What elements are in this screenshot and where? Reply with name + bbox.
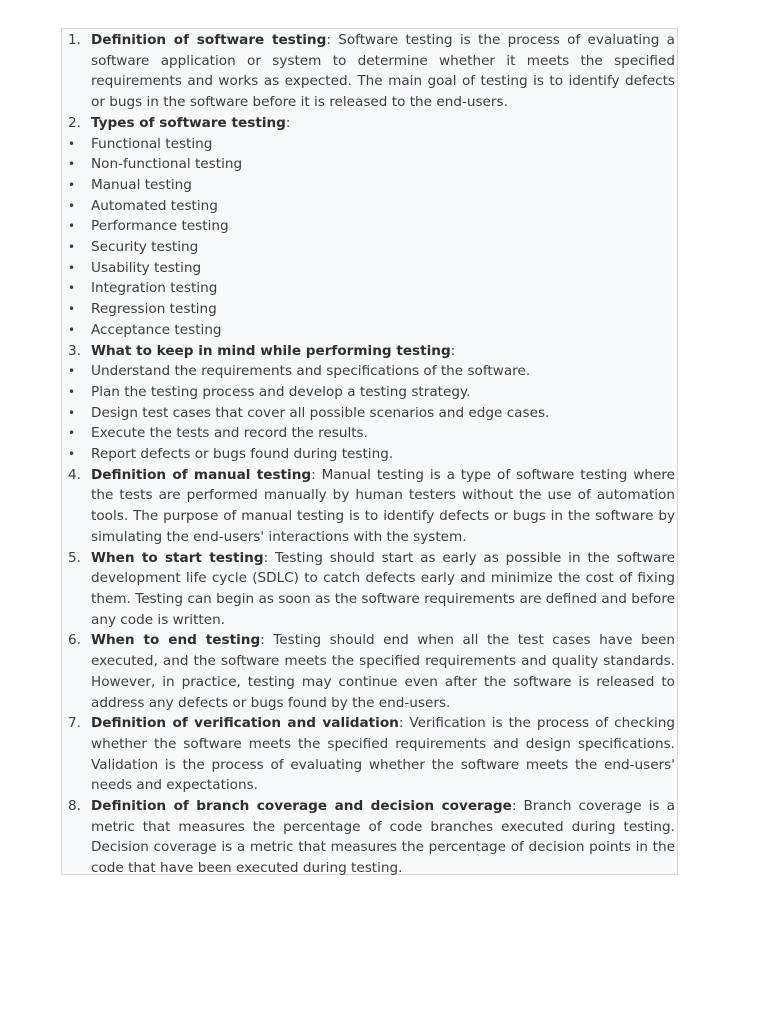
item-text: Regression testing — [91, 301, 217, 318]
bullet-marker: • — [68, 260, 76, 275]
bullet-marker: • — [68, 177, 76, 192]
bullet-marker: • — [68, 384, 76, 399]
list-number: 4. — [68, 466, 81, 483]
numbered-item — [62, 341, 677, 362]
item-text: Plan the testing process and develop a testing strategy. — [91, 383, 471, 400]
item-text: Automated testing — [91, 197, 218, 214]
item-text: Non-functional testing — [91, 156, 243, 173]
item-text: Understand the requirements and specifications of the software. — [91, 363, 531, 380]
item-text: Manual testing — [91, 176, 192, 193]
bullet-item — [62, 278, 677, 299]
bullet-marker: • — [68, 322, 76, 337]
item-heading: Definition of branch coverage and decision coverage — [91, 798, 512, 815]
item-heading: Definition of manual testing — [91, 466, 312, 483]
bullet-item — [62, 134, 677, 155]
item-text: Report defects or bugs found during testing. — [91, 446, 394, 463]
list-number: 3. — [68, 342, 81, 359]
list-number: 8. — [68, 798, 81, 815]
bullet-marker: • — [68, 219, 76, 234]
bullet-marker: • — [68, 405, 76, 420]
bullet-marker: • — [68, 157, 76, 172]
numbered-item — [62, 796, 677, 879]
item-text: Performance testing — [91, 218, 229, 235]
numbered-item — [62, 465, 677, 548]
item-heading: When to start testing — [91, 549, 264, 566]
bullet-item — [62, 237, 677, 258]
item-text: Security testing — [91, 239, 199, 256]
item-heading: What to keep in mind while performing testing — [91, 342, 451, 359]
bullet-marker: • — [68, 198, 76, 213]
item-text: : Verification is the process of checking whether the software meets the specified requirements and design specifications. Validation is the process of evaluating whether the software meets the end-users' needs and expectations. — [91, 715, 675, 794]
item-text: Usability testing — [91, 259, 202, 276]
item-text: : — [285, 114, 291, 131]
item-text: : Manual testing is a type of software testing where the tests are performed manually by human testers without the use of automation tools. The purpose of manual testing is to identify defects or bugs in the software by simulating the end-users' interactions with the system. — [91, 466, 675, 545]
bullet-item — [62, 196, 677, 217]
bullet-item — [62, 175, 677, 196]
item-text: Functional testing — [91, 135, 213, 152]
bullet-item — [62, 423, 677, 444]
item-text: Design test cases that cover all possible scenarios and edge cases. — [91, 404, 550, 421]
bullet-item — [62, 444, 677, 465]
bullet-item — [62, 382, 677, 403]
bullet-item — [62, 216, 677, 237]
bullet-marker: • — [68, 447, 76, 462]
numbered-item — [62, 630, 677, 713]
item-text: Acceptance testing — [91, 321, 222, 338]
item-heading: When to end testing — [91, 632, 261, 649]
item-text: Execute the tests and record the results. — [91, 425, 368, 442]
item-text: : — [450, 342, 456, 359]
bullet-marker: • — [68, 136, 76, 151]
bullet-marker: • — [68, 281, 76, 296]
numbered-item — [62, 113, 677, 134]
list-number: 1. — [68, 32, 81, 48]
bullet-marker: • — [68, 364, 76, 379]
list-number: 7. — [68, 715, 81, 732]
bullet-item — [62, 361, 677, 382]
list-number: 5. — [68, 549, 81, 566]
bullet-marker: • — [68, 302, 76, 317]
item-heading: Definition of software testing — [91, 32, 327, 48]
bullet-marker: • — [68, 426, 76, 441]
item-text: : Branch coverage is a metric that measures the percentage of code branches executed during testing. Decision coverage is a metric that measures the percentage of decision points in the code that have been executed during testing. — [91, 798, 675, 877]
document-panel — [61, 28, 678, 875]
item-text: Integration testing — [91, 280, 218, 297]
bullet-item — [62, 320, 677, 341]
list-number: 6. — [68, 632, 81, 649]
document-content — [62, 29, 677, 879]
numbered-item — [62, 30, 677, 113]
item-text: : Testing should start as early as possible in the software development life cycle (SDLC) to catch defects early and minimize the cost of fixing them. Testing can begin as soon as the software requirements are defined and before any code is written. — [91, 549, 675, 628]
bullet-item — [62, 258, 677, 279]
bullet-item — [62, 299, 677, 320]
list-number: 2. — [68, 114, 81, 131]
item-heading: Types of software testing — [91, 114, 286, 131]
item-text: : Software testing is the process of evaluating a software application or system to determine whether it meets the specified requirements and works as expected. The main goal of testing is to identify defects or bugs in the software before it is released to the end-users. — [91, 32, 675, 111]
numbered-item — [62, 713, 677, 796]
bullet-item — [62, 154, 677, 175]
item-heading: Definition of verification and validation — [91, 715, 399, 732]
item-text: : Testing should end when all the test cases have been executed, and the software meets the specified requirements and quality standards. However, in practice, testing may continue even after the software is released to address any defects or bugs found by the end-users. — [91, 632, 675, 711]
numbered-item — [62, 548, 677, 631]
bullet-marker: • — [68, 240, 76, 255]
bullet-item — [62, 403, 677, 424]
